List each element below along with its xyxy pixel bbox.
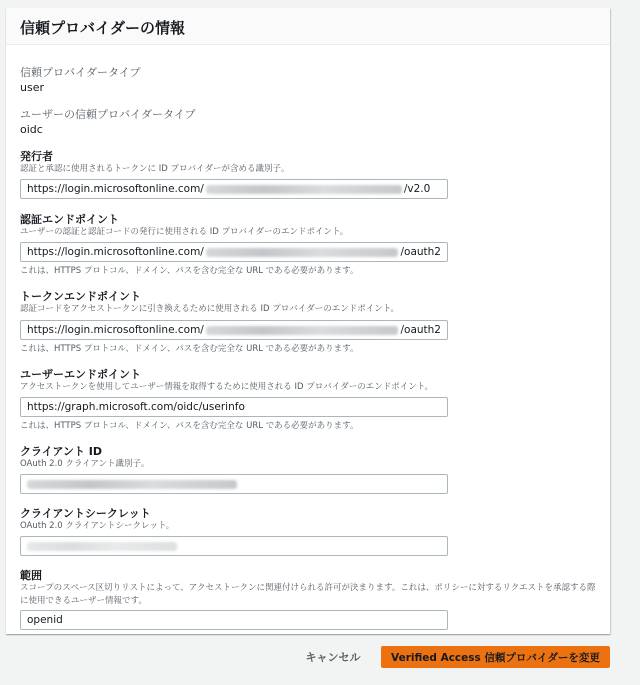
authorization-endpoint-prefix: https://login.microsoftonline.com/ <box>27 246 204 258</box>
client-secret-input[interactable] <box>20 536 448 556</box>
authorization-endpoint-label: 認証エンドポイント <box>20 213 119 226</box>
redacted-tenant-id <box>206 248 399 257</box>
panel-title: 信頼プロバイダーの情報 <box>6 8 610 45</box>
authorization-endpoint-description: ユーザーの認証と認証コードの発行に使用される ID プロバイダーのエンドポイント。 <box>20 227 349 237</box>
user-trust-provider-type-label: ユーザーの信頼プロバイダータイプ <box>20 108 196 121</box>
issuer-label: 発行者 <box>20 150 53 163</box>
issuer-input[interactable] <box>20 179 448 199</box>
authorization-endpoint-suffix: /oauth2 <box>400 246 441 258</box>
client-id-description: OAuth 2.0 クライアント識別子。 <box>20 459 150 469</box>
trust-provider-type-label: 信頼プロバイダータイプ <box>20 66 141 79</box>
token-endpoint-suffix: /oauth2 <box>400 324 441 336</box>
issuer-value-suffix: /v2.0 <box>403 183 431 195</box>
authorization-endpoint-hint: これは、HTTPS プロトコル、ドメイン、パスを含む完全な URL である必要があります。 <box>20 266 359 276</box>
scope-label: 範囲 <box>20 569 42 582</box>
issuer-value-prefix: https://login.microsoftonline.com/ <box>27 183 204 195</box>
client-secret-label: クライアントシークレット <box>20 507 151 520</box>
user-trust-provider-type-value: oidc <box>20 123 43 136</box>
user-endpoint-hint: これは、HTTPS プロトコル、ドメイン、パスを含む完全な URL である必要があります。 <box>20 421 359 431</box>
user-endpoint-input[interactable]: https://graph.microsoft.com/oidc/userinfo <box>20 397 448 417</box>
token-endpoint-input[interactable] <box>20 320 448 340</box>
issuer-description: 認証と承認に使用されるトークンに ID プロバイダーが含める識別子。 <box>20 164 290 174</box>
cancel-button[interactable]: キャンセル <box>305 651 361 664</box>
redacted-client-secret <box>27 542 177 551</box>
token-endpoint-hint: これは、HTTPS プロトコル、ドメイン、パスを含む完全な URL である必要があります。 <box>20 344 359 354</box>
client-secret-description: OAuth 2.0 クライアントシークレット。 <box>20 521 175 531</box>
scope-description: スコープのスペース区切りリストによって、アクセストークンに関連付けられる許可が決まります。これは、ポリシーに対するリクエストを承認する際に使用できるユーザー情報です。 <box>20 583 596 606</box>
redacted-tenant-id <box>206 185 402 194</box>
modify-trust-provider-button[interactable]: Verified Access 信頼プロバイダーを変更 <box>381 646 610 668</box>
authorization-endpoint-input[interactable] <box>20 242 448 262</box>
client-id-label: クライアント ID <box>20 445 102 458</box>
redacted-tenant-id <box>206 326 399 335</box>
user-endpoint-label: ユーザーエンドポイント <box>20 368 141 381</box>
redacted-client-id <box>27 480 237 489</box>
scope-input[interactable]: openid <box>20 610 448 630</box>
user-endpoint-description: アクセストークンを使用してユーザー情報を取得するために使用される ID プロバイダーのエンドポイント。 <box>20 382 433 392</box>
client-id-input[interactable] <box>20 474 448 494</box>
token-endpoint-description: 認証コードをアクセストークンに引き換えるために使用される ID プロバイダーのエンドポイント。 <box>20 304 399 314</box>
trust-provider-info-panel <box>6 8 610 634</box>
trust-provider-type-value: user <box>20 81 44 94</box>
token-endpoint-prefix: https://login.microsoftonline.com/ <box>27 324 204 336</box>
token-endpoint-label: トークンエンドポイント <box>20 290 141 303</box>
